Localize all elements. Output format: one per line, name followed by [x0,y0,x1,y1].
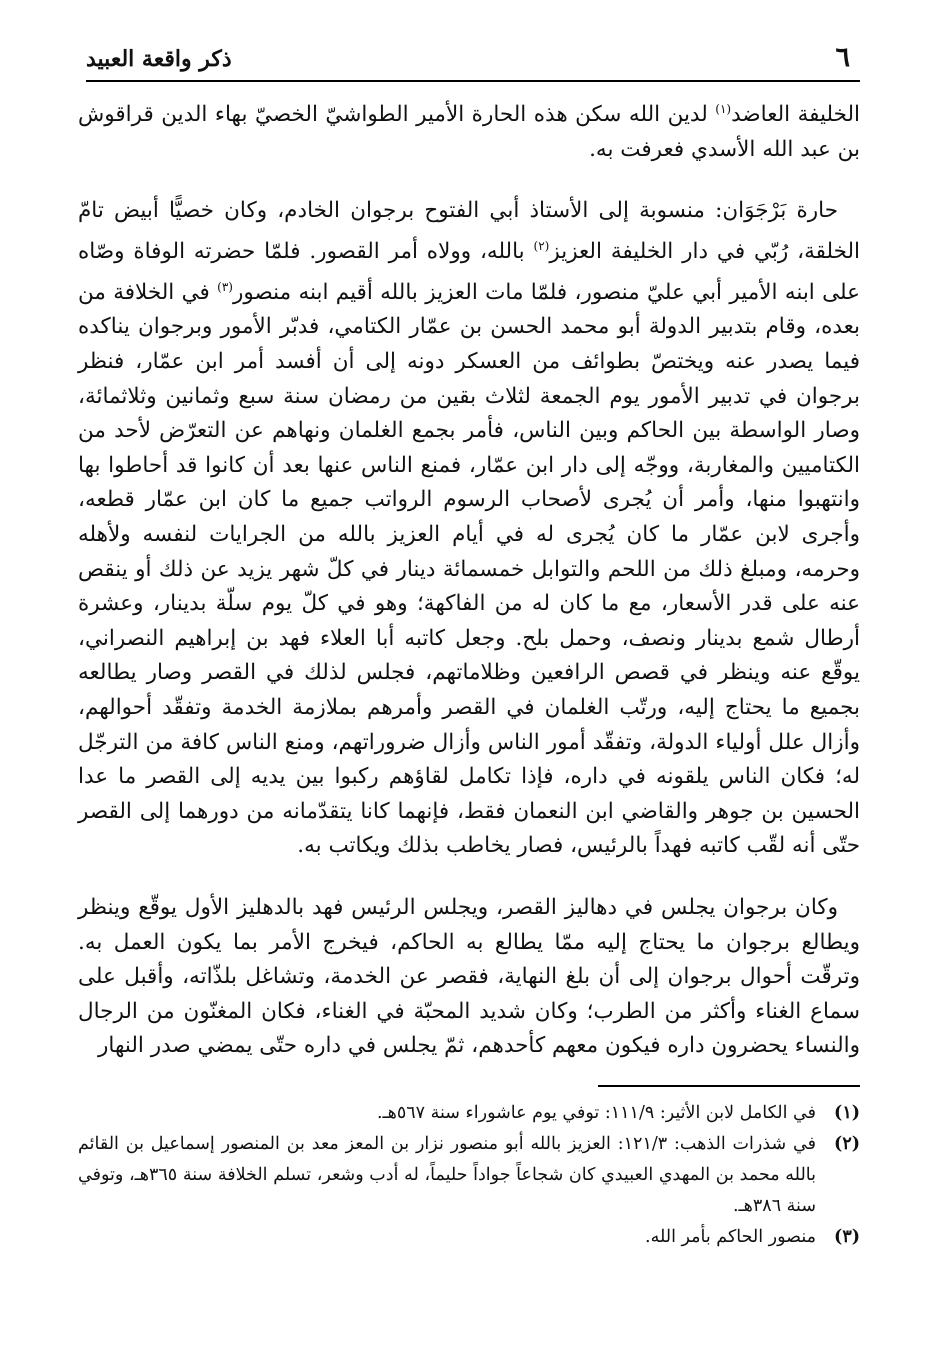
footnote-text: منصور الحاكم بأمر الله. [645,1227,816,1247]
footnote-ref-3: (٣) [217,279,233,294]
footnote-number: (٢) [834,1134,860,1154]
footnote-ref-2: (٢) [533,238,550,253]
footnote-text: في شذرات الذهب: ١٢١/٣: العزيز بالله أبو منصور نزار بن المعز معد بن المنصور إسماعيل بن القائم بالله محمد بن المهدي العبيدي كان شجاعاً جواداً حليماً، له أدب وشعر، تسلم الخلافة سنة ٣٦٥هـ، وتوفي سنة ٣٨٦هـ. [78,1134,816,1216]
running-title: ذكر واقعة العبيد [86,46,232,72]
paragraph-3: وكان برجوان يجلس في دهاليز القصر، ويجلس الرئيس فهد بالدهليز الأول يوقّع وينظر ويطالع برجوان ما يحتاج إليه ممّا يطالع به الحاكم، فيخرج الأمر بما يكون العمل به. وترقّت أحوال برجوان إلى أن بلغ النهاية، فقصر عن الخدمة، وتشاغل بلذّاته، وأقبل على سماع الغناء وأكثر من الطرب؛ وكان شديد المحبّة في الغناء، فكان المغنّون من الرجال والنساء يحضرون داره فيكون معهم كأحدهم، ثمّ يجلس في داره حتّى يمضي صدر النهار [78,894,860,1059]
footnote-text: في الكامل لابن الأثير: ١١١/٩: توفي يوم عاشوراء سنة ٥٦٧هـ. [376,1103,816,1123]
footnotes [78,1098,860,1253]
page-number: ٦ [835,42,850,73]
running-header [86,40,860,82]
footnote-3 [78,1222,860,1253]
paragraph-1: الخليفة العاضد$^{(١)}$ لدين الله سكن هذه الحارة الأمير الطواشيّ الخصيّ بهاء الدين قراقوش بن عبد الله الأسدي فعرفت به. [78,102,861,162]
main-text [78,92,860,1064]
footnote-2 [78,1129,860,1222]
paragraph-2: حارة بَرْجَوَان: منسوبة إلى الأستاذ أبي الفتوح برجوان الخادم، وكان خصيًّا أبيض تامّ الخلقة، رُبّي في دار الخليفة العزيز$^{(٢)}$ بالله، وولاه أمر القصور. فلمّا حضرته الوفاة وصّاه على ابنه الأمير أبي عليّ منصور، فلمّا مات العزيز بالله أقيم ابنه منصور$^{(٣)}$ في الخلافة من بعده، وقام بتدبير الدولة أبو محمد الحسن بن عمّار الكتامي، فدبّر الأمور وبرجوان يناكده فيما يصدر عنه ويختصّ بطوائف من العسكر دونه إلى أن أفسد أمر ابن عمّار، فنظر برجوان في تدبير الأمور يوم الجمعة لثلاث بقين من رمضان سنة سبع وثمانين وثلاثمائة، وصار الواسطة بين الحاكم وبين الناس، فأمر بجمع الغلمان ونهاهم عن التعرّض لأحد من الكتاميين والمغاربة، ووجّه إلى دار ابن عمّار، فمنع الناس عنها بعد أن كانوا قد أحاطوا بها وانتهبوا منها، وأمر أن يُجرى لأصحاب الرسوم الرواتب جميع ما كان ابن عمّار قطعه، وأجرى لابن عمّار ما كان يُجرى له في أيام العزيز بالله من الجرايات لنفسه ولأهله وحرمه، ومبلغ ذلك من اللحم والتوابل خمسمائة دينار في كلّ شهر يزيد عن ذلك أو ينقص عنه على قدر الأسعار، مع ما كان له من الفاكهة؛ وهو في كلّ يوم سلّة بدينار، وعشرة أرطال شمع بدينار ونصف، وحمل بلح. وجعل كاتبه أبا العلاء فهد بن إبراهيم النصراني، يوقّع عنه وينظر في قصص الرافعين وظلاماتهم، فجلس لذلك في القصر وصار يطالعه بجميع ما يحتاج إليه، ورتّب الغلمان في القصر وأمرهم بملازمة الخدمة وتفقّد أحوالهم، وأزال علل أولياء الدولة، وتفقّد أمور الناس وأزال ضروراتهم، ومنع الناس كافة من الترجّل له؛ فكان الناس يلقونه في داره، فإذا تكامل لقاؤهم ركبوا بين يديه إلى القصر ما عدا الحسين بن جوهر والقاضي ابن النعمان فقط، فإنهما كانا يتقدّمانه من دورهما إلى القصر حتّى أنه لقّب كاتبه فهداً بالرئيس، فصار يخاطب بذلك ويكاتب به. [78,198,860,859]
footnote-number: (٣) [834,1227,860,1247]
footnote-ref-1: (١) [715,102,732,116]
footnote-number: (١) [834,1103,860,1123]
footnote-1 [78,1098,860,1129]
footnote-separator [598,1085,860,1087]
